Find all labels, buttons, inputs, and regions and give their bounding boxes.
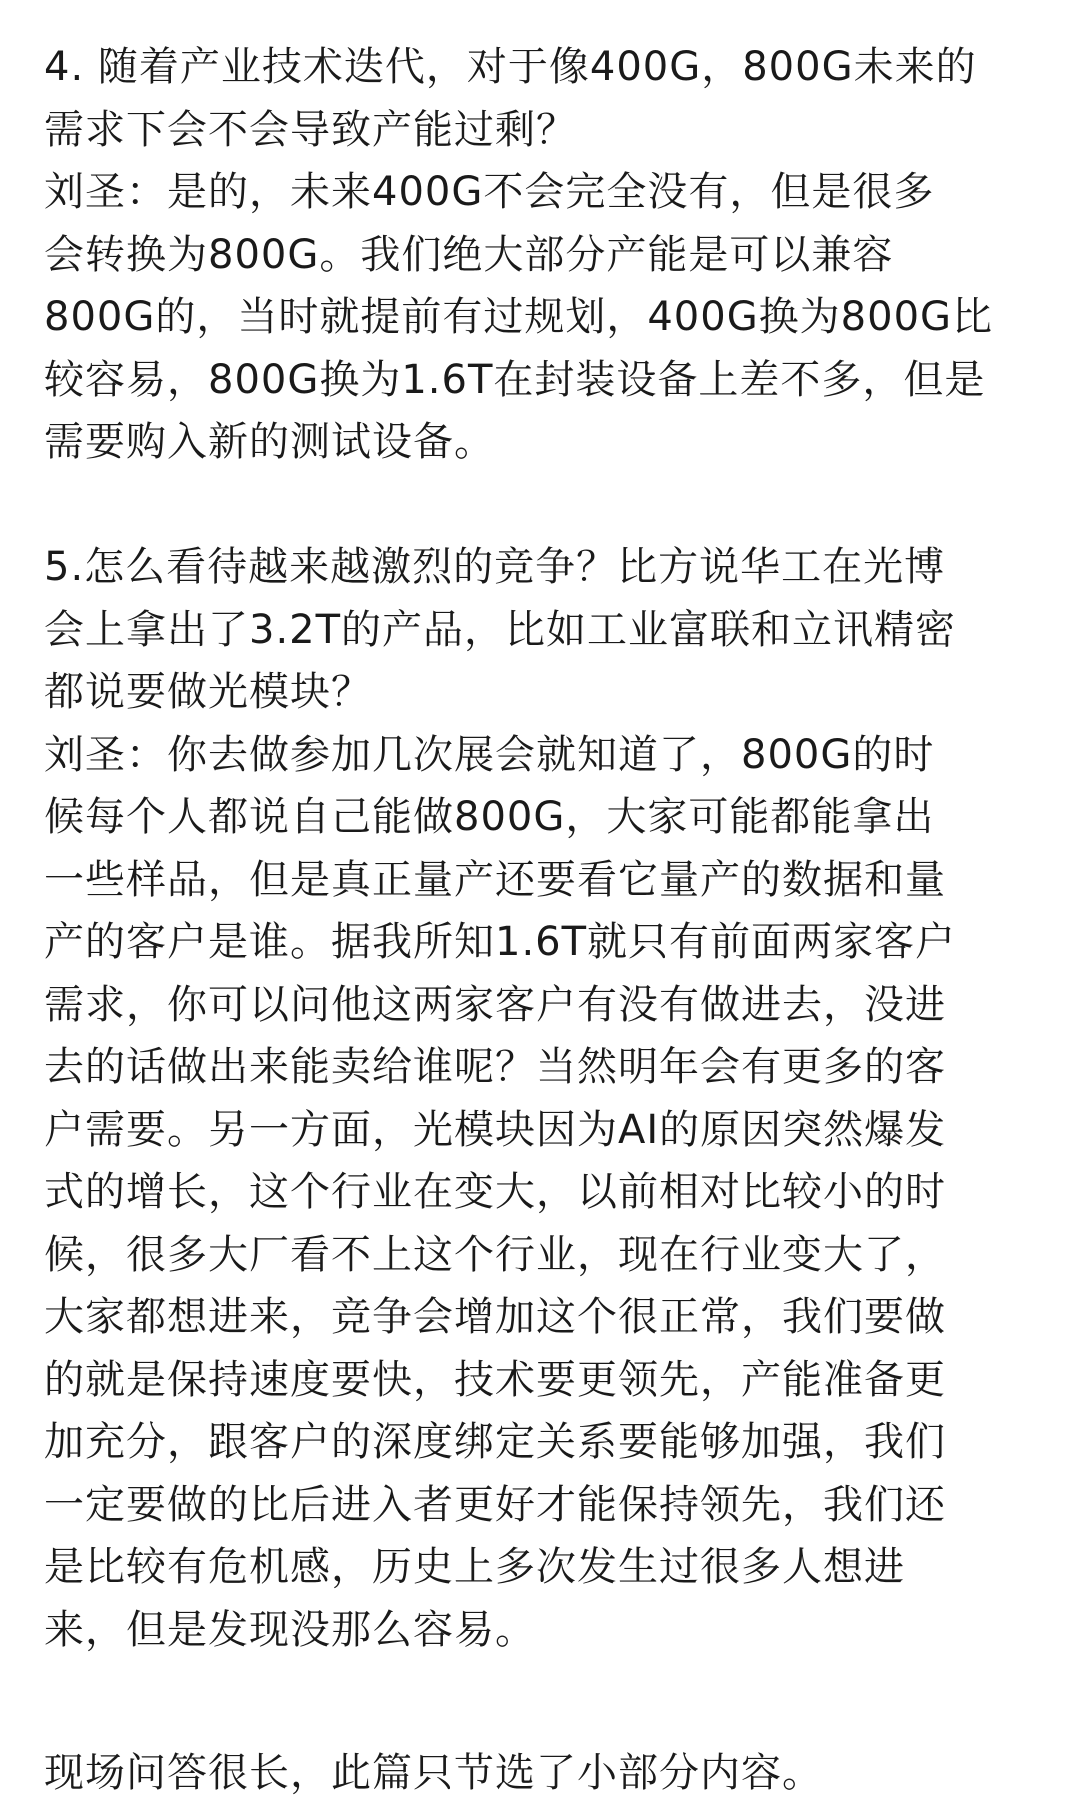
text-line: 一些样品，但是真正量产还要看它量产的数据和量: [44, 856, 946, 903]
text-line: 一定要做的比后进入者更好才能保持领先，我们还: [44, 1481, 946, 1528]
text-line: 候，很多大厂看不上这个行业，现在行业变大了，: [44, 1231, 946, 1278]
text-line: 候每个人都说自己能做800G，大家可能都能拿出: [44, 794, 935, 840]
text-line: 的就是保持速度要快，技术要更领先，产能准备更: [44, 1356, 946, 1403]
text-line: 来，但是发现没那么容易。: [44, 1606, 536, 1653]
text-line: 需要购入新的测试设备。: [44, 419, 495, 465]
text-line: 户需要。另一方面，光模块因为AI的原因突然爆发: [44, 1106, 947, 1153]
answer-5: [44, 724, 1024, 1662]
text-line: 是比较有危机感，历史上多次发生过很多人想进: [44, 1544, 905, 1590]
question-5: [44, 536, 1024, 724]
text-line: 4. 随着产业技术迭代，对于像400G，800G未来的: [44, 44, 977, 90]
text-line: 较容易，800G换为1.6T在封装设备上差不多，但是: [44, 356, 986, 403]
text-line: 刘圣：是的，未来400G不会完全没有，但是很多: [44, 169, 935, 215]
text-line: 产的客户是谁。据我所知1.6T就只有前面两家客户: [44, 919, 957, 965]
text-line: 式的增长，这个行业在变大，以前相对比较小的时: [44, 1169, 946, 1215]
answer-4: [44, 161, 1024, 474]
text-line: 会转换为800G。我们绝大部分产能是可以兼容: [44, 231, 894, 278]
text-line: 加充分，跟客户的深度绑定关系要能够加强，我们: [44, 1419, 946, 1465]
question-4: [44, 36, 1024, 161]
text-line: 刘圣：你去做参加几次展会就知道了，800G的时: [44, 731, 935, 778]
text-line: 800G的，当时就提前有过规划，400G换为800G比: [44, 294, 994, 340]
paragraph-spacer: [44, 474, 1024, 537]
text-line: 大家都想进来，竞争会增加这个很正常，我们要做: [44, 1294, 946, 1340]
text-line: 都说要做光模块？: [44, 669, 372, 715]
text-line: 去的话做出来能卖给谁呢？当然明年会有更多的客: [44, 1044, 946, 1090]
text-line: 需求下会不会导致产能过剩？: [44, 106, 577, 153]
article-body: [44, 36, 1024, 1661]
text-line: 会上拿出了3.2T的产品，比如工业富联和立讯精密: [44, 606, 957, 653]
footer-note: 现场问答很长，此篇只节选了小部分内容。: [44, 1750, 823, 1796]
text-line: 需求，你可以问他这两家客户有没有做进去，没进: [44, 981, 946, 1028]
text-line: 5.怎么看待越来越激烈的竞争？比方说华工在光博: [44, 544, 946, 590]
